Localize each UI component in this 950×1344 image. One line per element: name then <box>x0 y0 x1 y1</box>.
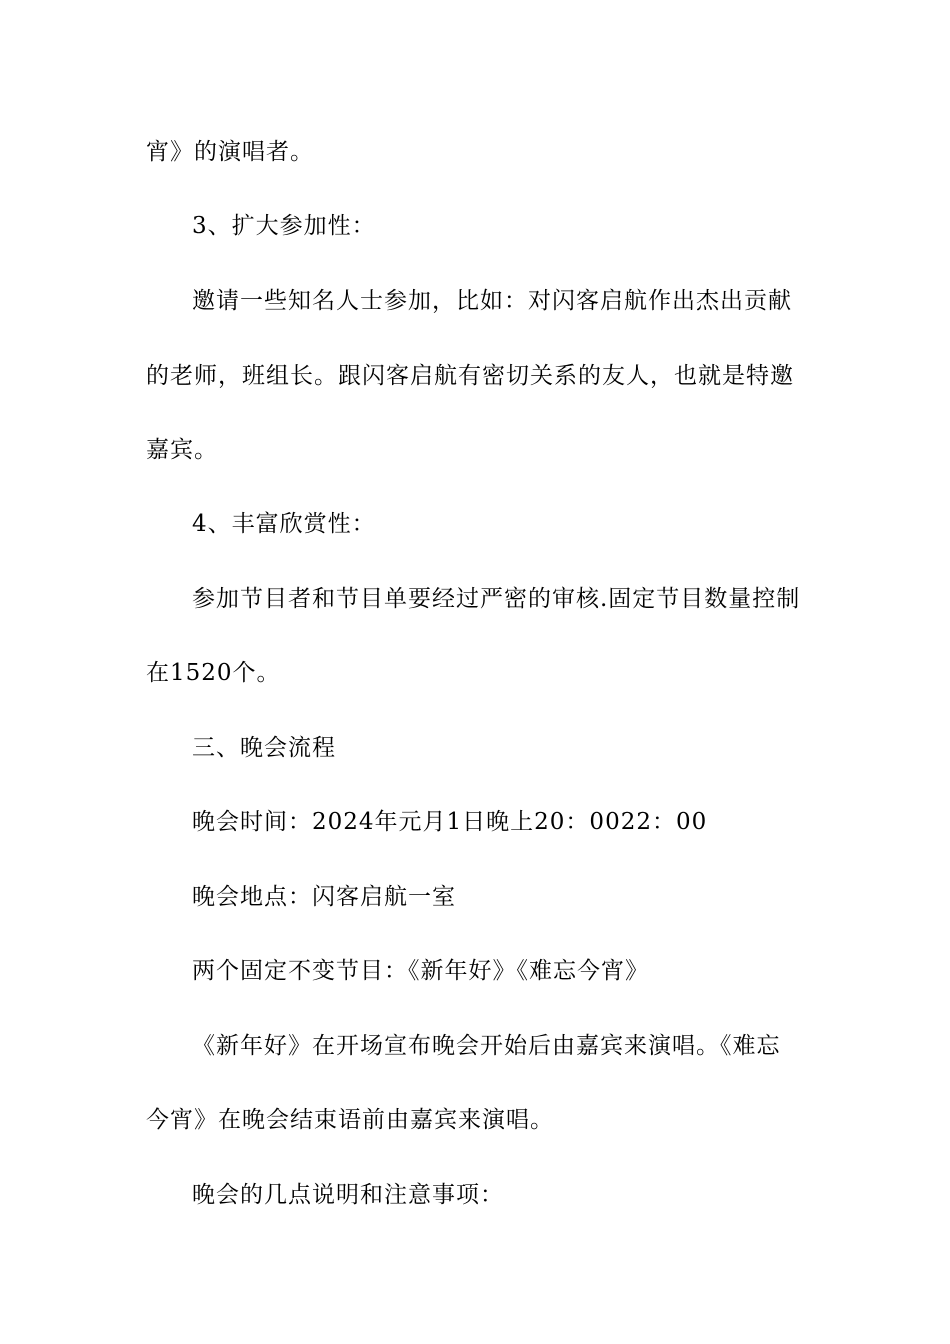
text-line: 晚会时间：2024年元月1日晚上20：0022：00 <box>192 809 708 835</box>
text-line: 的老师，班组长。跟闪客启航有密切关系的友人，也就是特邀 <box>146 363 794 389</box>
text-line: 两个固定不变节目：《新年好》《难忘今宵》 <box>192 958 649 984</box>
text-line: 晚会的几点说明和注意事项： <box>192 1182 504 1208</box>
section-heading: 3、扩大参加性： <box>192 213 376 239</box>
text-line: 《新年好》在开场宣布晚会开始后由嘉宾来演唱。《难忘 <box>192 1033 781 1059</box>
text-line: 宵》的演唱者。 <box>146 139 314 165</box>
section-heading: 4、丰富欣赏性： <box>192 511 376 537</box>
section-heading: 三、晚会流程 <box>192 735 336 761</box>
text-line: 邀请一些知名人士参加，比如：对闪客启航作出杰出贡献 <box>192 288 792 314</box>
text-line: 在1520个。 <box>146 660 281 686</box>
text-line: 参加节目者和节目单要经过严密的审核.固定节目数量控制 <box>192 586 801 612</box>
text-line: 晚会地点：闪客启航一室 <box>192 884 456 910</box>
text-line: 今宵》在晚会结束语前由嘉宾来演唱。 <box>146 1107 554 1133</box>
text-line: 嘉宾。 <box>146 437 218 463</box>
